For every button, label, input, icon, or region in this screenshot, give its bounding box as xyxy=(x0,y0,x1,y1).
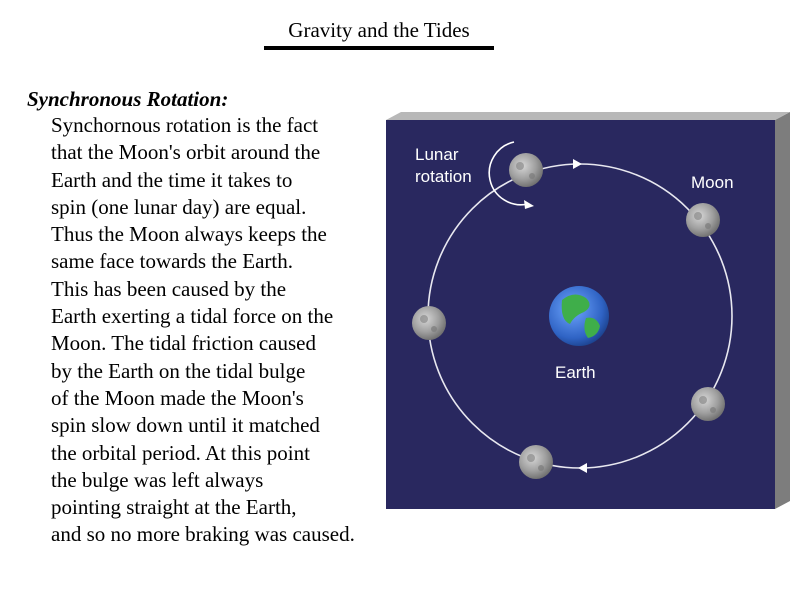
panel-side-edge xyxy=(775,112,790,509)
body-line: spin (one lunar day) are equal. xyxy=(51,194,307,219)
body-line: of the Moon made the Moon's xyxy=(51,385,304,410)
body-text xyxy=(51,112,355,549)
moon-icon xyxy=(691,387,725,421)
body-line: pointing straight at the Earth, xyxy=(51,495,297,520)
moon-label: Moon xyxy=(691,173,734,192)
moon-icon xyxy=(412,306,446,340)
orbit-figure xyxy=(386,112,790,514)
body-line: by the Earth on the tidal bulge xyxy=(51,358,306,383)
moon-icon xyxy=(519,445,553,479)
body-line: Earth exerting a tidal force on the xyxy=(51,304,334,329)
moon-icon xyxy=(686,203,720,237)
body-line: Moon. The tidal friction caused xyxy=(51,331,316,356)
body-line: Thus the Moon always keeps the xyxy=(51,222,327,247)
body-line: Synchornous rotation is the fact xyxy=(51,113,319,137)
body-line: and so no more braking was caused. xyxy=(51,522,355,547)
panel-top-edge xyxy=(386,112,790,120)
body-line: spin slow down until it matched xyxy=(51,413,320,438)
lunar-rotation-label-line1: Lunar xyxy=(415,145,459,164)
earth-icon xyxy=(549,286,609,346)
body-line: same face towards the Earth. xyxy=(51,249,293,274)
body-line: Earth and the time it takes to xyxy=(51,167,293,192)
lunar-rotation-label-line2: rotation xyxy=(415,167,472,186)
section-heading: Synchronous Rotation: xyxy=(27,87,229,111)
body-line: the orbital period. At this point xyxy=(51,440,310,465)
earth-label: Earth xyxy=(555,363,596,382)
body-line: This has been caused by the xyxy=(51,276,287,301)
moon-icon xyxy=(509,153,543,187)
body-line: that the Moon's orbit around the xyxy=(51,140,321,165)
body-line: the bulge was left always xyxy=(51,467,264,492)
page-title: Gravity and the Tides xyxy=(264,17,494,50)
